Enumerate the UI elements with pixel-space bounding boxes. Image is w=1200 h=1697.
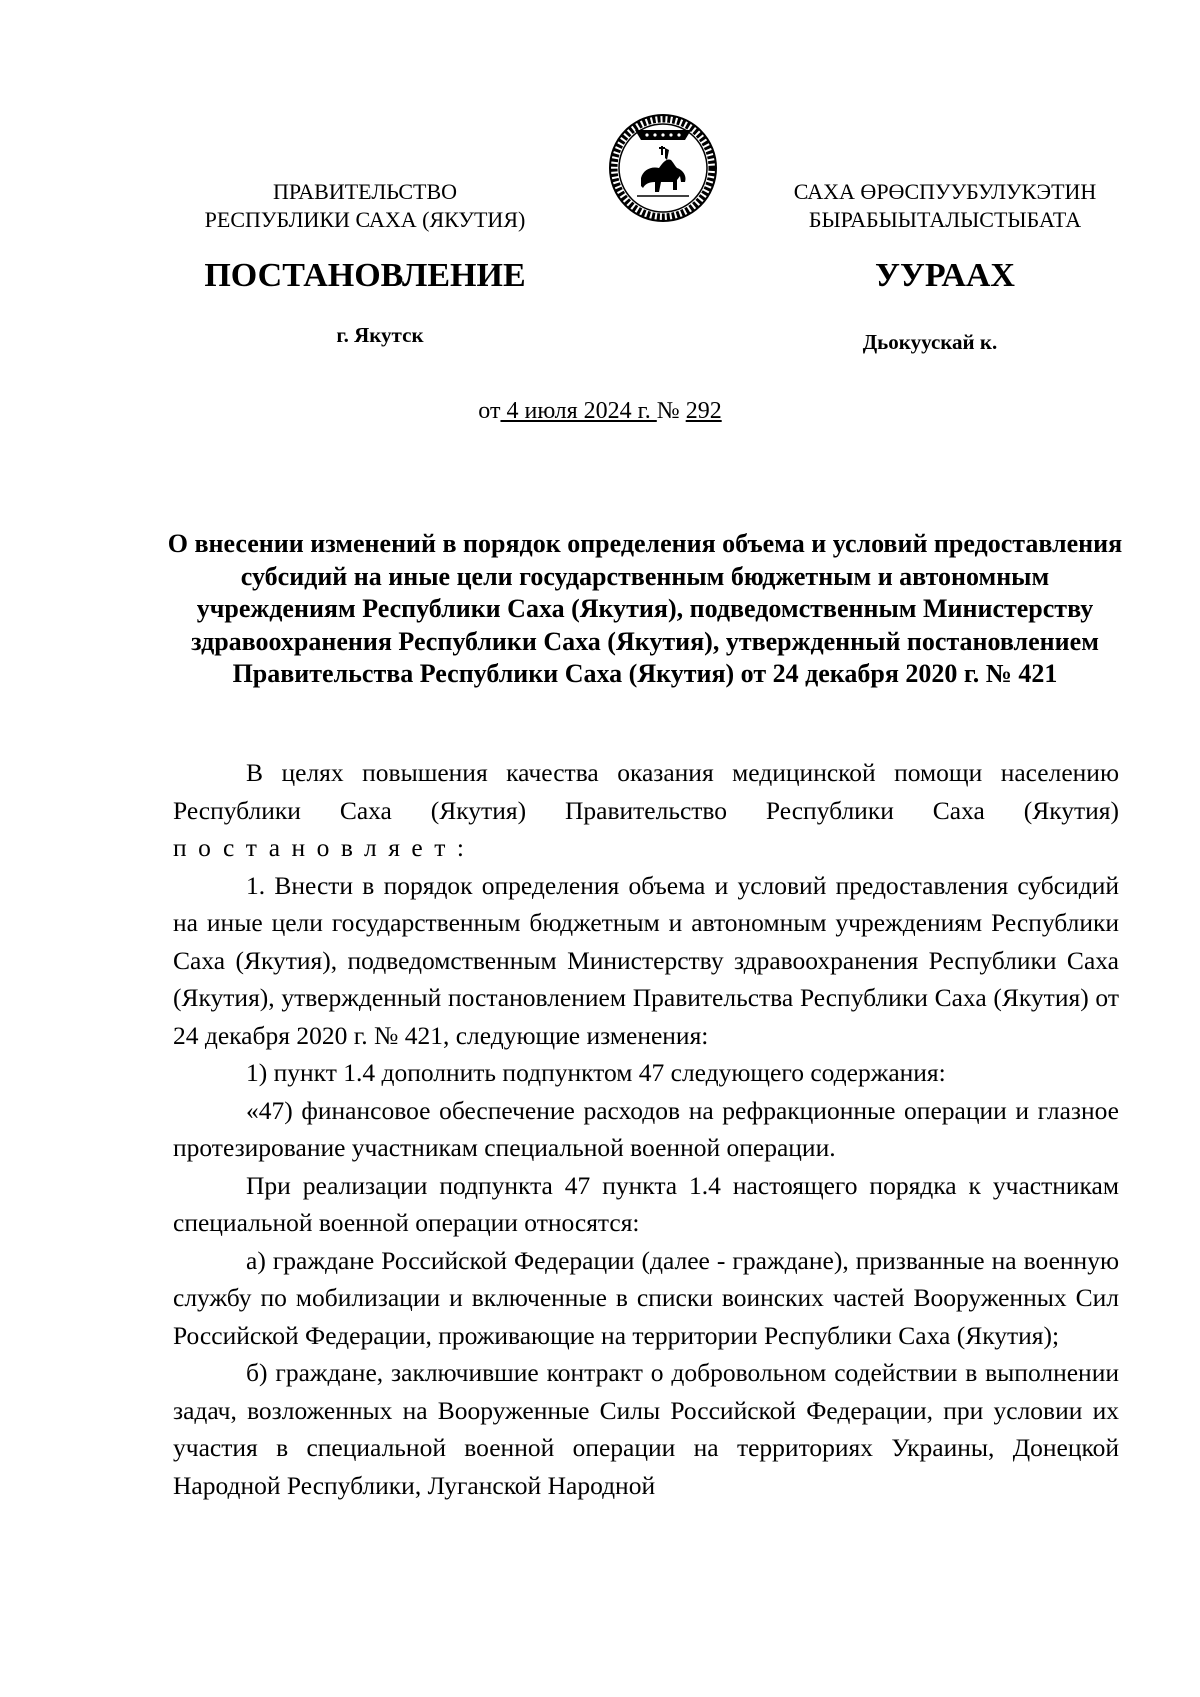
header-left-line1: ПРАВИТЕЛЬСТВО <box>272 179 458 204</box>
body-paragraph-1: 1. Внести в порядок определения объема и условий предоставления субсидий на иные цели государственным бюджетным и автономным учреждениям Республики Саха (Якутия), подведомственным Министерству здравоохранения Республики Саха (Якутия), утвержденный постановлением Правительства Республики Саха (Якутия) от 24 декабря 2020 г. № 421, следующие изменения: <box>173 870 1119 1050</box>
header-right-line2: БЫРАБЫЫТАЛЫСТЫБАТА <box>808 207 1082 232</box>
header-left-line2: РЕСПУБЛИКИ САХА (ЯКУТИЯ) <box>204 207 526 232</box>
number-sign: № <box>656 398 686 424</box>
header-left <box>165 178 565 234</box>
header-right <box>745 178 1145 234</box>
document-number: 292 <box>685 398 722 424</box>
document-date: 4 июля 2024 г. <box>500 398 657 424</box>
document-body <box>173 754 1119 1504</box>
document-type-ru: ПОСТАНОВЛЕНИЕ <box>204 257 526 294</box>
body-paragraph-3: «47) финансовое обеспечение расходов на рефракционные операции и глазное протезирование участникам специальной военной операции. <box>173 1095 1119 1162</box>
document-type-sakha: УУРААХ <box>875 257 1015 294</box>
header-right-line1: САХА ӨРӨСПУУБУЛУКЭТИН <box>793 179 1097 204</box>
intro-text: В целях повышения качества оказания медицинской помощи населению Республики Саха (Якутия) Правительство Республики Саха (Якутия) <box>173 758 1119 825</box>
body-paragraph-4: При реализации подпункта 47 пункта 1.4 настоящего порядка к участникам специальной военной операции относятся: <box>173 1170 1119 1237</box>
body-intro <box>173 754 1119 867</box>
body-paragraph-6: б) граждане, заключившие контракт о добровольном содействии в выполнении задач, возложенных на Вооруженные Силы Российской Федерации, при условии их участия в специальной военной операции на территориях Украины, Донецкой Народной Республики, Луганской Народной <box>173 1358 1119 1500</box>
city-sakha: Дьокуускай к. <box>862 330 998 354</box>
body-paragraph-5: а) граждане Российской Федерации (далее - граждане), призванные на военную службу по мобилизации и включенные в списки воинских частей Вооруженных Сил Российской Федерации, проживающие на территории Республики Саха (Якутия); <box>173 1245 1119 1350</box>
city-ru: г. Якутск <box>336 323 424 347</box>
body-paragraph-2: 1) пункт 1.4 дополнить подпунктом 47 следующего содержания: <box>246 1058 946 1087</box>
document-subject: О внесении изменений в порядок определения объема и условий предоставления субсидий на иные цели государственным бюджетным и автономным учреждениям Республики Саха (Якутия), подведомственным Министерству здравоохранения Республики Саха (Якутия), утвержденный постановлением Правительства Республики Саха (Якутия) от 24 декабря 2020 г. № 421 <box>167 529 1123 688</box>
date-number-line <box>0 398 1200 425</box>
date-prefix: от <box>478 398 501 424</box>
republic-sakha-emblem-icon <box>607 112 719 224</box>
decree-word: постановляет: <box>173 833 476 862</box>
